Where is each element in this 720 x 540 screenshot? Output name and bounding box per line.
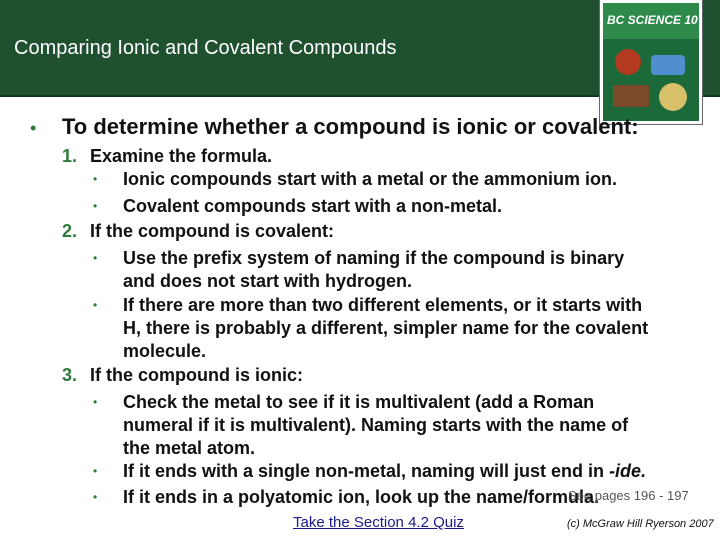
sub-item-text: Ionic compounds start with a metal or the ammonium ion. xyxy=(123,169,618,189)
sub-item-text: If it ends with a single non-metal, naming will just end in -ide. xyxy=(123,461,647,481)
sub-item-text: Use the prefix system of naming if the compound is binary xyxy=(123,248,625,268)
page-reference: See pages 196 - 197 xyxy=(568,488,689,503)
list-text: Examine the formula. xyxy=(90,146,273,166)
sub-item-text: If there are more than two different elements, or it starts with xyxy=(123,295,643,315)
slide-title: Comparing Ionic and Covalent Compounds xyxy=(14,37,397,59)
sub-bullet-icon: • xyxy=(93,464,98,478)
list-number: 3. xyxy=(62,365,78,385)
sub-bullet-icon: • xyxy=(93,395,98,409)
list-text: If the compound is covalent: xyxy=(90,221,335,241)
cover-photo-brown xyxy=(613,85,649,107)
main-bullet-text: To determine whether a compound is ionic or covalent: xyxy=(62,114,639,139)
sub-item-text: If it ends in a polyatomic ion, look up the name/formula. xyxy=(123,487,600,507)
cover-photo-blue xyxy=(651,55,685,75)
sub-item-text: molecule. xyxy=(123,341,207,361)
sub-item-text: Covalent compounds start with a non-metal. xyxy=(123,196,503,216)
cover-photo-red xyxy=(615,49,641,75)
list-text: If the compound is ionic: xyxy=(90,365,303,385)
cover-photo-yellow xyxy=(659,83,687,111)
sub-bullet-icon: • xyxy=(93,172,98,186)
sub-item-text: and does not start with hydrogen. xyxy=(123,271,413,291)
list-item-2 xyxy=(62,221,334,242)
sub-item-text: Check the metal to see if it is multivalent (add a Roman xyxy=(123,392,595,412)
sub-bullet-icon: • xyxy=(93,490,98,504)
list-number: 1. xyxy=(62,146,78,166)
sub-item-text: numeral if it is multivalent). Naming starts with the name of xyxy=(123,415,629,435)
textbook-cover-image xyxy=(600,0,702,124)
sub-bullet-icon: • xyxy=(93,298,98,312)
sub-item-text: the metal atom. xyxy=(123,438,256,458)
book-title: BC SCIENCE 10 xyxy=(607,13,698,27)
list-number: 2. xyxy=(62,221,78,241)
quiz-link[interactable]: Take the Section 4.2 Quiz xyxy=(293,514,464,531)
sub-bullet-icon: • xyxy=(93,251,98,265)
copyright-text: (c) McGraw Hill Ryerson 2007 xyxy=(567,518,714,530)
sub-bullet-icon: • xyxy=(93,199,98,213)
main-bullet-icon: • xyxy=(30,118,37,138)
sub-item-text: H, there is probably a different, simpler name for the covalent xyxy=(123,318,649,338)
list-item-3 xyxy=(62,365,303,386)
list-item-1 xyxy=(62,146,272,167)
